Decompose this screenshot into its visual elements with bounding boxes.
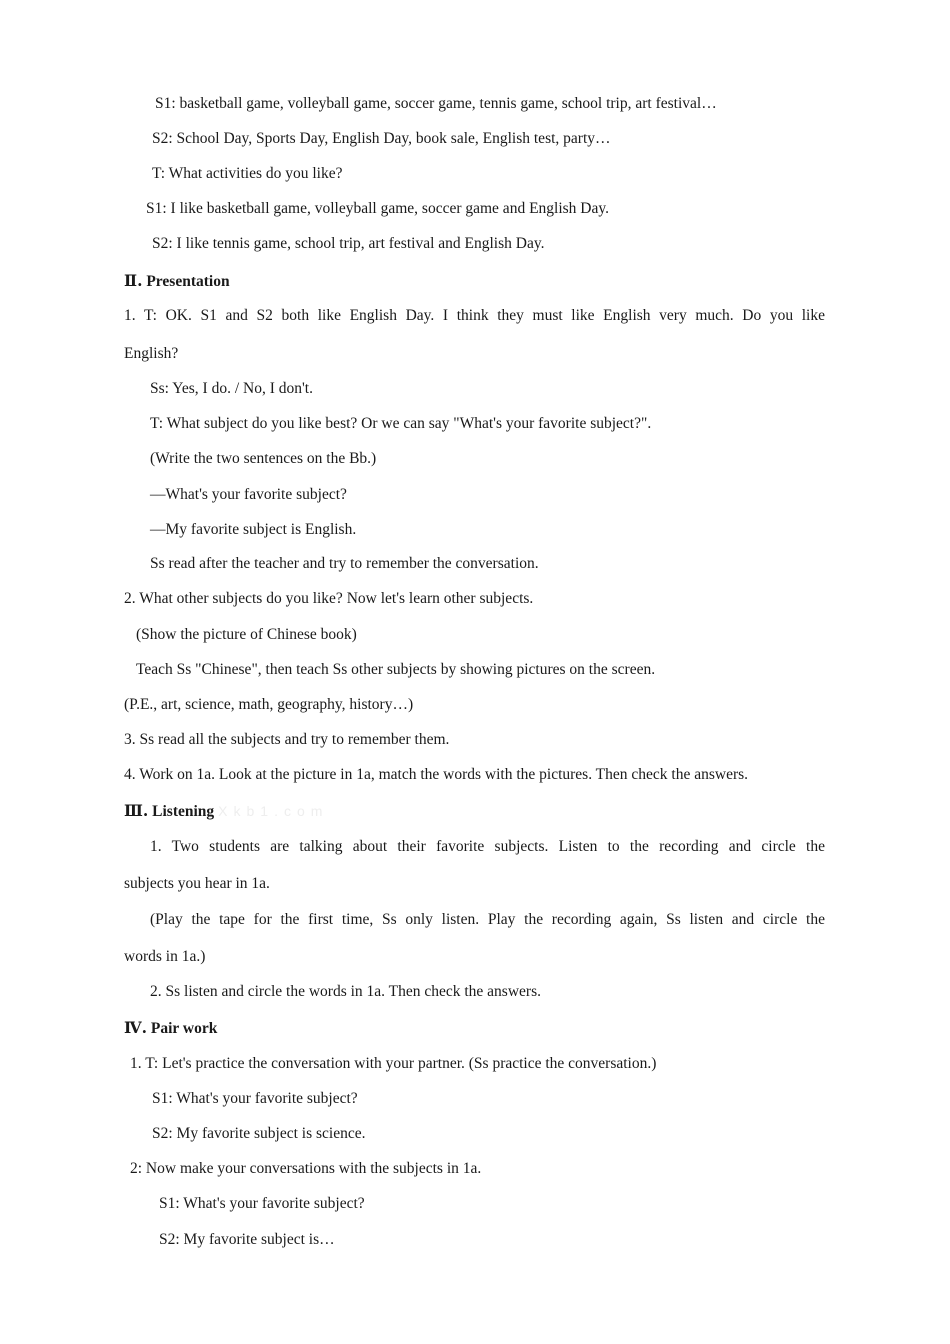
listening-play-note-cont: words in 1a.) <box>124 948 206 965</box>
section-number: Ⅳ. <box>124 1018 147 1037</box>
pairwork-s1-line: S1: What's your favorite subject? <box>152 1090 358 1107</box>
section-title: Presentation <box>146 273 230 290</box>
presentation-ss-reply: Ss: Yes, I do. / No, I don't. <box>150 380 313 397</box>
presentation-para-3: 3. Ss read all the subjects and try to remember them. <box>124 731 450 748</box>
warmup-line-2: S2: School Day, Sports Day, English Day, book sale, English test, party… <box>152 130 611 147</box>
warmup-line-1: S1: basketball game, volleyball game, soccer game, tennis game, school trip, art festival… <box>155 95 717 112</box>
pairwork-s1-line-2: S1: What's your favorite subject? <box>159 1195 365 1212</box>
warmup-line-4: S1: I like basketball game, volleyball game, soccer game and English Day. <box>146 200 609 217</box>
section-number: Ⅱ. <box>124 271 143 290</box>
section-heading-presentation <box>124 271 230 292</box>
presentation-read-note: Ss read after the teacher and try to remember the conversation. <box>150 555 539 572</box>
watermark: Xkb1.com <box>218 803 329 819</box>
presentation-dialogue-question: —What's your favorite subject? <box>150 486 347 503</box>
section-title: Pair work <box>150 1020 218 1037</box>
presentation-dialogue-answer: —My favorite subject is English. <box>150 521 357 538</box>
presentation-subject-list: (P.E., art, science, math, geography, history…) <box>124 696 414 713</box>
presentation-para-1-cont: English? <box>124 345 179 362</box>
listening-play-note: (Play the tape for the first time, Ss only listen. Play the recording again, Ss listen and circle the <box>150 911 825 928</box>
pairwork-s2-line-2: S2: My favorite subject is… <box>159 1231 335 1248</box>
pairwork-para-1: 1. T: Let's practice the conversation with your partner. (Ss practice the conversation.) <box>130 1055 657 1072</box>
presentation-write-note: (Write the two sentences on the Bb.) <box>150 450 377 467</box>
section-heading-pairwork <box>124 1018 217 1039</box>
presentation-teacher-question: T: What subject do you like best? Or we can say "What's your favorite subject?". <box>150 415 652 432</box>
presentation-para-4: 4. Work on 1a. Look at the picture in 1a, match the words with the pictures. Then check the answers. <box>124 766 749 783</box>
section-heading-listening <box>124 801 328 822</box>
presentation-para-1: 1. T: OK. S1 and S2 both like English Day. I think they must like English very much. Do you like <box>124 307 825 324</box>
listening-para-2: 2. Ss listen and circle the words in 1a. Then check the answers. <box>150 983 541 1000</box>
listening-para-1: 1. Two students are talking about their favorite subjects. Listen to the recording and circle the <box>150 838 825 855</box>
section-number: Ⅲ. <box>124 801 149 820</box>
section-title: Listening <box>152 803 215 820</box>
presentation-teach-note: Teach Ss "Chinese", then teach Ss other subjects by showing pictures on the screen. <box>136 661 656 678</box>
presentation-para-2: 2. What other subjects do you like? Now let's learn other subjects. <box>124 590 534 607</box>
listening-para-1-cont: subjects you hear in 1a. <box>124 875 270 892</box>
warmup-line-3: T: What activities do you like? <box>152 165 343 182</box>
pairwork-s2-line: S2: My favorite subject is science. <box>152 1125 366 1142</box>
presentation-show-note: (Show the picture of Chinese book) <box>136 626 357 643</box>
warmup-line-5: S2: I like tennis game, school trip, art festival and English Day. <box>152 235 545 252</box>
pairwork-para-2: 2: Now make your conversations with the subjects in 1a. <box>130 1160 482 1177</box>
